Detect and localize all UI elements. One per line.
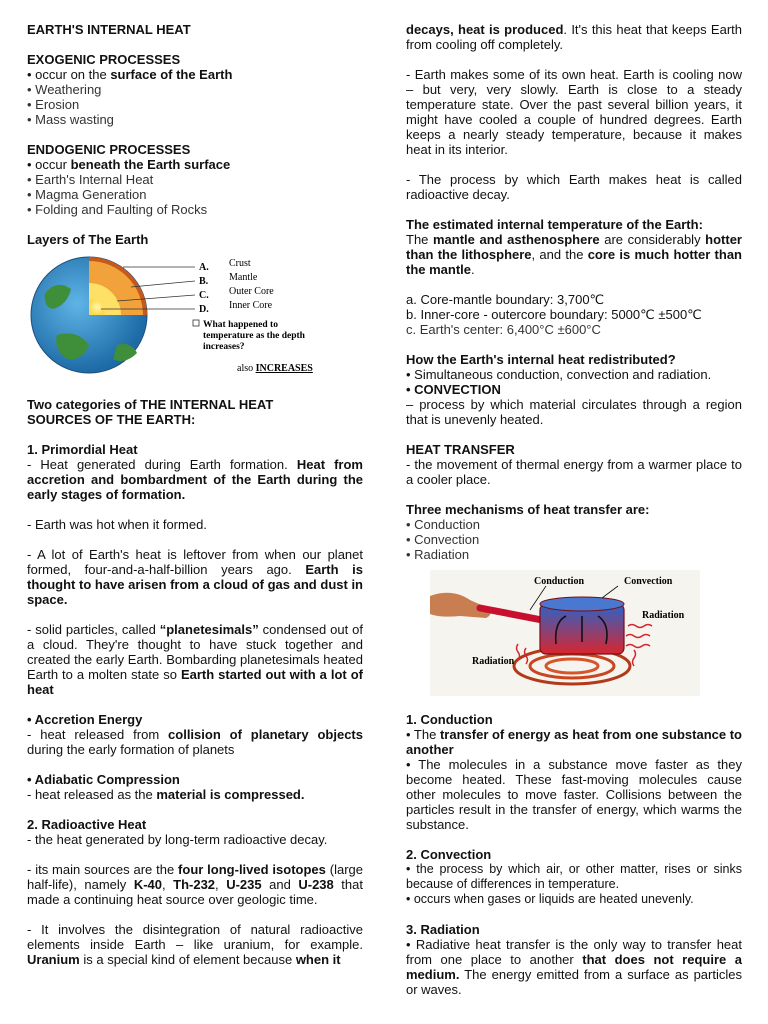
mechanism-item: • Radiation [406,547,470,562]
layer-name: Crust [229,258,251,269]
temperature-heading: The estimated internal temperature of the Earth: [406,217,703,232]
convection-p1: • the process by which air, or other matter, rises or sinks because of differences in temperature. [406,862,742,891]
mechanisms-heading: Three mechanisms of heat transfer are: [406,502,650,517]
checkbox-icon [193,320,199,326]
mechanism-item: • Conduction [406,517,480,532]
categories-heading: Two categories of THE INTERNAL HEAT [27,397,274,412]
categories-heading: SOURCES OF THE EARTH: [27,412,196,427]
conduction-p1: • The transfer of energy as heat from one substance to another [406,727,742,757]
process-paragraph: - The process by which Earth makes heat is called radioactive decay. [406,172,742,202]
adiabatic-heading: • Adiabatic Compression [27,772,180,787]
left-column [27,22,363,967]
primordial-heading: 1. Primordial Heat [27,442,138,457]
layer-letter: A. [199,262,209,273]
endogenic-item: • Earth's Internal Heat [27,172,154,187]
mechanism-item: • Convection [406,532,480,547]
redistributed-text: – process by which material circulates through a region that is unevenly heated. [406,397,742,427]
radioactive-p3: - It involves the disintegration of natural radioactive elements inside Earth – like uranium, for example. Uranium is a special kind of element because when it [27,922,363,967]
radioactive-p2: - its main sources are the four long-lived isotopes (large half-life), namely K-40, Th-232, U-235 and U-238 that made a continuing heat source over geologic time. [27,862,363,907]
layer-name: Outer Core [229,286,274,297]
primordial-p3: - A lot of Earth's heat is leftover from when our planet formed, four-and-a-half-billion years ago. Earth is thought to have arisen from a cloud of gas and dust in space. [27,547,363,607]
redistributed-item: • Simultaneous conduction, convection and radiation. [406,367,712,382]
endogenic-item: • Folding and Faulting of Rocks [27,202,208,217]
temperature-text: The mantle and asthenosphere are considerably hotter than the lithosphere, and the core is much hotter than the mantle. [406,232,742,277]
earth-layers-figure [27,249,327,375]
radioactive-heading: 2. Radioactive Heat [27,817,147,832]
decay-continuation: decays, heat is produced. It's this heat that keeps Earth from cooling off completely. [406,22,742,52]
temperature-item: b. Inner-core - outercore boundary: 5000℃ ±500℃ [406,307,702,322]
heat-transfer-text: - the movement of thermal energy from a warmer place to a cooler place. [406,457,742,487]
radioactive-p1: - the heat generated by long-term radioactive decay. [27,832,328,847]
answer-text: also INCREASES [237,363,313,374]
layer-letter: C. [199,290,209,301]
redistributed-heading: How the Earth's internal heat redistributed? [406,352,676,367]
cooling-paragraph: - Earth makes some of its own heat. Earth is cooling now – but very, very slowly. Earth is close to a steady temperature state. Over the past several billion years, it might have cooled a couple of hundred degrees. Earth keeps a nearly steady temperature, because it makes heat in its interior. [406,67,742,157]
question-line: temperature as the depth [203,331,305,341]
page-title: EARTH'S INTERNAL HEAT [27,22,191,37]
question-line: increases? [203,342,245,352]
endogenic-heading: ENDOGENIC PROCESSES [27,142,191,157]
convection-p2: • occurs when gases or liquids are heated unevenly. [406,892,694,906]
pot-rim [540,597,624,611]
diagram-label-convection: Convection [624,576,673,587]
diagram-label-conduction: Conduction [534,576,585,587]
heat-transfer-diagram [430,570,700,696]
layer-letter: B. [199,276,209,287]
primordial-p1: - Heat generated during Earth formation. Heat from accretion and bombardment of the Earth during the early stages of formation. [27,457,363,502]
heat-transfer-heading: HEAT TRANSFER [406,442,515,457]
diagram-label-radiation: Radiation [642,610,685,621]
exogenic-item: • Mass wasting [27,112,114,127]
temperature-item: a. Core-mantle boundary: 3,700℃ [406,292,605,307]
layer-name: Mantle [229,272,258,283]
convection-heading: 2. Convection [406,847,492,862]
redistributed-item: • CONVECTION [406,382,501,397]
temperature-item: c. Earth's center: 6,400°C ±600°C [406,322,601,337]
layers-heading: Layers of The Earth [27,232,149,247]
right-column [406,22,742,997]
layer-name: Inner Core [229,300,273,311]
question-line: What happened to [203,320,278,330]
layer-letter: D. [199,304,209,315]
exogenic-item: • Erosion [27,97,80,112]
endogenic-occur: • occur beneath the Earth surface [27,157,231,172]
primordial-p4: - solid particles, called “planetesimals” condensed out of a cloud. They're thought to have stuck together and created the early Earth. Bombarding planetesimals heated Earth to a molten state so Earth started out with a lot of heat [27,622,364,697]
accretion-heading: • Accretion Energy [27,712,143,727]
accretion-text: - heat released from collision of planetary objects during the early formation of planets [27,727,363,757]
conduction-p2: • The molecules in a substance move faster as they become heated. These fast-moving molecules cause other molecules to move faster. Collisions between the particles result in the transfer of energy, which warms the substance. [406,757,742,832]
adiabatic-text: - heat released as the material is compressed. [27,787,305,802]
exogenic-occur: • occur on the surface of the Earth [27,67,233,82]
diagram-label-radiation: Radiation [472,656,515,667]
exogenic-heading: EXOGENIC PROCESSES [27,52,181,67]
conduction-heading: 1. Conduction [406,712,493,727]
primordial-p2: - Earth was hot when it formed. [27,517,207,532]
endogenic-item: • Magma Generation [27,187,147,202]
exogenic-item: • Weathering [27,82,102,97]
radiation-heading: 3. Radiation [406,922,480,937]
radiation-p1: • Radiative heat transfer is the only way to transfer heat from one place to another that does not require a medium. The energy emitted from a surface as particles or waves. [406,937,742,997]
